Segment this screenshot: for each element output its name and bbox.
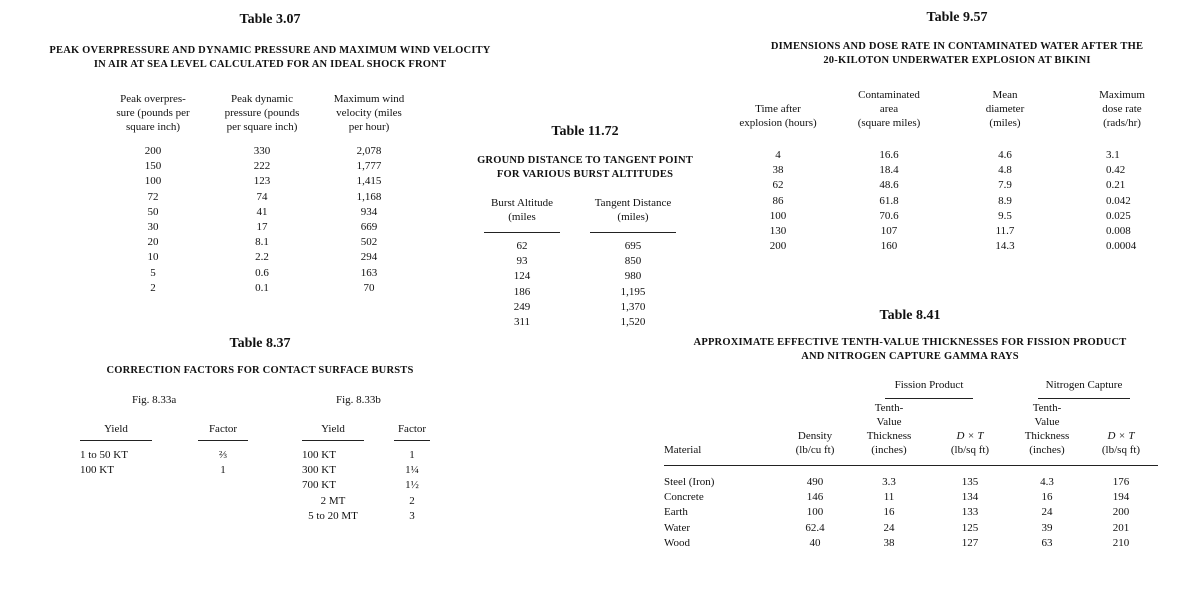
table-3-07-subtitle: PEAK OVERPRESSURE AND DYNAMIC PRESSURE AND MAXIMUM WIND VELOCITY IN AIR AT SEA LEVEL CALCULATED FOR AN IDEAL SHOCK FRONT (49, 45, 491, 70)
table-3-07-body (100, 144, 420, 296)
table-cell: 294 (360, 251, 378, 264)
table-cell: 2,078 (356, 145, 382, 157)
table-row (484, 239, 676, 254)
table-cell: 16 (1041, 491, 1053, 504)
table-cell: 62 (772, 179, 784, 192)
header-peak-overpressure: Peak overpres- sure (pounds per square inch) (116, 93, 190, 133)
table-11-72-subtitle: GROUND DISTANCE TO TANGENT POINT FOR VARIOUS BURST ALTITUDES (477, 155, 693, 180)
table-3-07-grid (100, 92, 420, 296)
table-cell: 176 (1112, 476, 1130, 488)
table-cell: 2.2 (255, 251, 269, 264)
table-cell: 1,777 (356, 160, 382, 173)
fig-8-33a-table (80, 422, 248, 478)
table-cell: 93 (516, 255, 528, 268)
table-cell: 850 (624, 255, 642, 268)
table-row (100, 220, 420, 235)
table-cell: 4.6 (998, 149, 1012, 161)
table-row (302, 448, 430, 463)
table-cell: 38 (883, 536, 895, 549)
table-cell: 160 (880, 240, 898, 253)
header-mean-diameter: Mean diameter (miles) (985, 89, 1025, 129)
table-cell: 61.8 (879, 194, 899, 207)
group-fission-product: Fission Product (848, 378, 1010, 401)
table-cell: 249 (513, 300, 531, 313)
table-row (664, 521, 1158, 536)
table-cell: Concrete (664, 491, 704, 504)
table-cell: 2 (150, 281, 156, 294)
table-9-57 (722, 10, 1192, 253)
table-cell: 502 (360, 236, 378, 249)
table-row (100, 205, 420, 220)
table-cell: 39 (1041, 521, 1053, 534)
table-cell: 201 (1112, 521, 1130, 534)
table-8-41-title: Table 8.41 (879, 308, 941, 323)
table-cell: 0.42 (1106, 164, 1126, 177)
header-factor-a: Factor (198, 422, 248, 441)
table-cell: Wood (664, 536, 691, 549)
table-row (728, 178, 1184, 193)
table-row (302, 463, 430, 478)
header-yield-a: Yield (80, 422, 152, 441)
table-cell: 1 to 50 KT (80, 449, 128, 461)
table-row (100, 281, 420, 296)
table-cell: 200 (1112, 506, 1130, 519)
table-row (302, 478, 430, 493)
table-row (100, 266, 420, 281)
table-cell: 1,415 (356, 175, 382, 188)
table-cell: 669 (360, 221, 378, 234)
table-cell: 0.6 (255, 266, 269, 279)
table-cell: 14.3 (995, 240, 1015, 253)
table-cell: 38 (772, 164, 784, 177)
table-cell: 48.6 (879, 179, 899, 192)
table-11-72 (440, 124, 730, 329)
table-cell: 3 (409, 509, 415, 522)
table-cell: 127 (961, 536, 979, 549)
table-8-37-subtitle: CORRECTION FACTORS FOR CONTACT SURFACE BURSTS (106, 365, 414, 376)
table-cell: 1¼ (405, 464, 419, 477)
table-cell: 0.21 (1106, 179, 1126, 192)
fig-8-33b-table (302, 422, 430, 524)
table-cell: 0.042 (1106, 194, 1131, 207)
fig-8-33a-body (80, 448, 248, 478)
table-cell: 9.5 (998, 209, 1012, 222)
table-cell: 100 KT (80, 464, 114, 477)
table-cell: 18.4 (879, 164, 899, 177)
table-cell: 8.1 (255, 236, 269, 249)
table-cell: 123 (253, 175, 271, 188)
table-cell: 70.6 (879, 209, 899, 222)
table-cell: 1½ (405, 479, 419, 492)
table-row (100, 235, 420, 250)
table-cell: Earth (664, 506, 688, 519)
table-cell: 16.6 (879, 149, 899, 161)
table-row (302, 509, 430, 524)
table-row (728, 239, 1184, 254)
table-cell: 200 (769, 240, 787, 253)
table-cell: 186 (513, 285, 531, 298)
table-cell: 100 KT (302, 449, 336, 461)
table-cell: 50 (147, 205, 159, 218)
table-cell: 2 MT (320, 494, 346, 507)
table-cell: 146 (806, 491, 824, 504)
table-8-37-title: Table 8.37 (229, 336, 291, 351)
table-row (80, 448, 248, 463)
table-cell: 700 KT (302, 479, 336, 492)
table-3-07-title: Table 3.07 (239, 12, 301, 27)
header-max-wind-velocity: Maximum wind velocity (miles per hour) (333, 93, 405, 133)
header-max-dose-rate: Maximum dose rate (rads/hr) (1099, 89, 1145, 129)
header-nc-thickness: Tenth- Value Thickness (inches) (1024, 402, 1070, 456)
fig-8-33a-label: Fig. 8.33a (132, 394, 177, 406)
table-cell: 222 (253, 160, 271, 173)
table-cell: 135 (961, 476, 979, 488)
table-cell: 163 (360, 266, 378, 279)
table-row (728, 194, 1184, 209)
table-cell: 1,520 (620, 316, 646, 329)
table-cell: 63 (1041, 536, 1053, 549)
header-contaminated-area: Contaminated area (square miles) (857, 89, 921, 129)
header-fp-dxt: D × T (lb/sq ft) (950, 430, 990, 456)
table-row (100, 174, 420, 189)
table-cell: 0.1 (255, 281, 269, 294)
table-row (100, 144, 420, 159)
table-11-72-title: Table 11.72 (551, 124, 619, 139)
table-8-41-grid (664, 378, 1158, 551)
table-cell: 134 (961, 491, 979, 504)
table-cell: 4.3 (1040, 476, 1054, 488)
table-cell: 330 (253, 145, 271, 157)
table-cell: 11.7 (995, 225, 1015, 238)
table-cell: 200 (144, 145, 162, 157)
table-cell: 5 (150, 266, 156, 279)
table-cell: 194 (1112, 491, 1130, 504)
header-material: Material (664, 444, 702, 456)
table-cell: Water (664, 521, 690, 534)
table-cell: 72 (147, 190, 159, 203)
table-cell: 133 (961, 506, 979, 519)
table-cell: 41 (256, 205, 268, 218)
table-row (728, 209, 1184, 224)
table-cell: 311 (513, 316, 531, 329)
table-cell: 10 (147, 251, 159, 264)
table-row (728, 224, 1184, 239)
table-cell: 8.9 (998, 194, 1012, 207)
table-cell: 30 (147, 221, 159, 234)
table-row (100, 159, 420, 174)
table-cell: 0.008 (1106, 225, 1131, 238)
table-cell: 125 (961, 521, 979, 534)
table-cell: Steel (Iron) (664, 476, 715, 488)
table-cell: 4 (775, 149, 781, 161)
table-cell: 7.9 (998, 179, 1012, 192)
table-row (728, 148, 1184, 163)
table-8-41-subtitle: APPROXIMATE EFFECTIVE TENTH-VALUE THICKNESSES FOR FISSION PRODUCT AND NITROGEN CAPTURE GAMMA RAYS (693, 337, 1127, 362)
table-cell: 124 (513, 270, 531, 283)
table-cell: 1,168 (356, 190, 382, 203)
header-density: Density (lb/cu ft) (795, 430, 835, 456)
header-factor-b: Factor (394, 422, 430, 441)
table-row (664, 505, 1158, 520)
table-row (484, 285, 676, 300)
table-cell: 150 (144, 160, 162, 173)
table-cell: 0.0004 (1106, 240, 1137, 253)
table-8-37 (20, 336, 500, 522)
table-row (100, 190, 420, 205)
table-row (80, 463, 248, 478)
table-cell: 4.8 (998, 164, 1012, 177)
header-fp-thickness: Tenth- Value Thickness (inches) (866, 402, 912, 456)
table-cell: 24 (1041, 506, 1053, 519)
table-cell: 2 (409, 494, 415, 507)
table-8-41 (650, 308, 1170, 549)
table-row (484, 315, 676, 330)
table-row (484, 269, 676, 284)
table-cell: 980 (624, 270, 642, 283)
table-11-72-grid (484, 196, 676, 330)
table-cell: 74 (256, 190, 268, 203)
table-cell: 1,370 (620, 300, 646, 313)
table-cell: 62 (516, 240, 528, 252)
table-cell: 40 (809, 536, 821, 549)
table-9-57-grid (728, 88, 1184, 254)
table-cell: 100 (806, 506, 824, 519)
table-row (664, 475, 1158, 490)
header-burst-altitude: Burst Altitude (miles (484, 196, 560, 233)
table-cell: 16 (883, 506, 895, 519)
table-cell: 17 (256, 221, 268, 234)
table-cell: 210 (1112, 536, 1130, 549)
table-cell: 0.025 (1106, 209, 1131, 222)
table-cell: 70 (363, 281, 375, 294)
table-11-72-body (484, 239, 676, 330)
header-time-after-explosion: Time after explosion (hours) (739, 103, 817, 129)
table-cell: 62.4 (805, 521, 825, 534)
table-cell: 3.1 (1106, 149, 1120, 161)
table-row (484, 254, 676, 269)
header-peak-dynamic-pressure: Peak dynamic pressure (pounds per square inch) (224, 93, 300, 133)
table-8-41-body (664, 475, 1158, 551)
fig-8-33b-body (302, 448, 430, 524)
table-cell: 300 KT (302, 464, 336, 477)
table-row (100, 250, 420, 265)
table-cell: 20 (147, 236, 159, 249)
table-cell: 1,195 (620, 285, 646, 298)
table-cell: 130 (769, 225, 787, 238)
header-tangent-distance: Tangent Distance (miles) (590, 196, 676, 233)
table-row (664, 536, 1158, 551)
table-cell: 11 (883, 491, 895, 504)
table-9-57-title: Table 9.57 (926, 10, 988, 25)
fig-8-33b-label: Fig. 8.33b (336, 394, 381, 406)
table-cell: 695 (624, 240, 642, 252)
header-nc-dxt: D × T (lb/sq ft) (1101, 430, 1141, 456)
table-cell: 1 (409, 449, 415, 461)
table-cell: 107 (880, 225, 898, 238)
table-cell: ⅔ (218, 449, 228, 461)
table-cell: 24 (883, 521, 895, 534)
table-9-57-body (728, 148, 1184, 254)
table-cell: 100 (769, 209, 787, 222)
table-row (484, 300, 676, 315)
group-nitrogen-capture: Nitrogen Capture (1010, 378, 1158, 401)
table-cell: 5 to 20 MT (308, 509, 358, 522)
table-row (302, 494, 430, 509)
table-cell: 490 (806, 476, 824, 488)
table-cell: 86 (772, 194, 784, 207)
table-9-57-subtitle: DIMENSIONS AND DOSE RATE IN CONTAMINATED WATER AFTER THE 20-KILOTON UNDERWATER EXPLOSION AT BIKINI (770, 41, 1144, 66)
table-cell: 3.3 (882, 476, 896, 488)
table-cell: 934 (360, 205, 378, 218)
table-row (728, 163, 1184, 178)
table-row (664, 490, 1158, 505)
table-cell: 100 (144, 175, 162, 188)
header-yield-b: Yield (302, 422, 364, 441)
table-cell: 1 (220, 464, 226, 477)
